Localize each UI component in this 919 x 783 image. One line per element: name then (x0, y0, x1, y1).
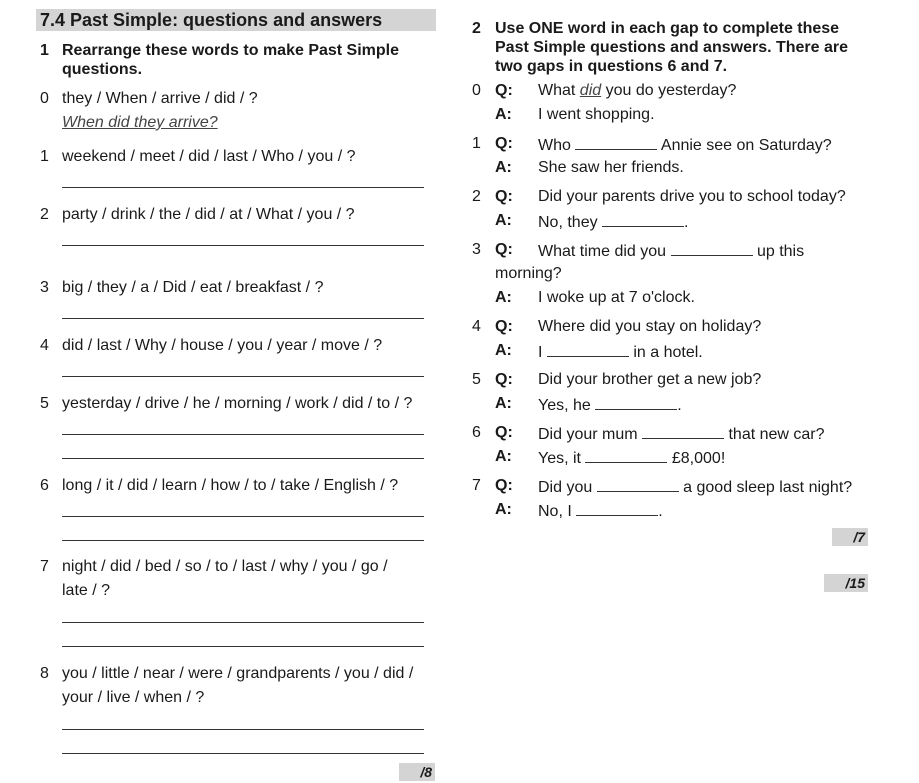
section1-instruction-line2: questions. (62, 61, 143, 78)
section1-number: 1 (40, 42, 49, 59)
answer-text: No, I . (538, 503, 663, 520)
title-bar (36, 9, 436, 31)
example-answer: When did they arrive? (62, 114, 218, 131)
q-number: 6 (472, 424, 481, 441)
q-number: 7 (472, 477, 481, 494)
gap-blank[interactable] (585, 448, 667, 463)
gap-blank[interactable] (671, 241, 753, 256)
q-label: Q: (495, 241, 513, 258)
gap-blank[interactable] (602, 212, 684, 227)
item-words: night / did / bed / so / to / last / why / you / go / (62, 558, 388, 575)
answer-line[interactable] (62, 516, 424, 517)
item-words-cont: late / ? (62, 582, 111, 599)
item-words: did / last / Why / house / you / year / move / ? (62, 337, 383, 354)
answer-text: I in a hotel. (538, 344, 703, 361)
q-label: Q: (495, 424, 513, 441)
section2-score: /7 (832, 528, 868, 546)
q-number: 4 (472, 318, 481, 335)
section2-instruction-line3: two gaps in questions 6 and 7. (495, 58, 728, 75)
page-title: 7.4 Past Simple: questions and answers (40, 10, 383, 30)
a-label: A: (495, 395, 512, 412)
gap-blank[interactable] (642, 424, 724, 439)
gap-blank[interactable] (547, 342, 629, 357)
item-number: 2 (40, 206, 49, 223)
section2-number: 2 (472, 20, 481, 37)
q-label: Q: (495, 135, 513, 152)
q-label: Q: (495, 318, 513, 335)
a-label: A: (495, 106, 512, 123)
q-label: Q: (495, 188, 513, 205)
answer-line[interactable] (62, 376, 424, 377)
a-label: A: (495, 159, 512, 176)
item-number: 1 (40, 148, 49, 165)
section2-instruction-line1: Use ONE word in each gap to complete these (495, 20, 840, 37)
total-score: /15 (824, 574, 868, 592)
answer-line[interactable] (62, 729, 424, 730)
answer-text: Yes, he . (538, 397, 682, 414)
gap-blank[interactable] (597, 477, 679, 492)
answer-line[interactable] (62, 318, 424, 319)
a-label: A: (495, 289, 512, 306)
item-number: 0 (40, 90, 49, 107)
section1-score: /8 (399, 763, 435, 781)
answer-line[interactable] (62, 458, 424, 459)
item-number: 7 (40, 558, 49, 575)
answer-text: She saw her friends. (538, 159, 684, 176)
q-number: 3 (472, 241, 481, 258)
item-number: 4 (40, 337, 49, 354)
question-text: Did your mum that new car? (538, 426, 825, 443)
question-text: Where did you stay on holiday? (538, 318, 762, 335)
answer-text: Yes, it £8,000! (538, 450, 726, 467)
item-words: big / they / a / Did / eat / breakfast / ? (62, 279, 324, 296)
a-label: A: (495, 501, 512, 518)
item-words: they / When / arrive / did / ? (62, 90, 258, 107)
q-number: 0 (472, 82, 481, 99)
answer-text: I went shopping. (538, 106, 655, 123)
section1-instruction-line1: Rearrange these words to make Past Simple (62, 42, 400, 59)
item-words: long / it / did / learn / how / to / take / English / ? (62, 477, 399, 494)
q-number: 5 (472, 371, 481, 388)
a-label: A: (495, 448, 512, 465)
item-number: 3 (40, 279, 49, 296)
a-label: A: (495, 212, 512, 229)
question-text: Who Annie see on Saturday? (538, 137, 832, 154)
item-number: 8 (40, 665, 49, 682)
gap-blank[interactable] (595, 395, 677, 410)
question-text: What did you do yesterday? (538, 82, 737, 99)
item-words-cont: your / live / when / ? (62, 689, 205, 706)
gap-blank[interactable] (576, 501, 658, 516)
answer-line[interactable] (62, 540, 424, 541)
q-number: 1 (472, 135, 481, 152)
example-word: did (579, 82, 602, 99)
answer-line[interactable] (62, 646, 424, 647)
q-label: Q: (495, 82, 513, 99)
gap-blank[interactable] (575, 135, 657, 150)
item-words: party / drink / the / did / at / What / you / ? (62, 206, 355, 223)
a-label: A: (495, 342, 512, 359)
answer-line[interactable] (62, 753, 424, 754)
answer-line[interactable] (62, 187, 424, 188)
item-number: 6 (40, 477, 49, 494)
q-label: Q: (495, 371, 513, 388)
question-text: Did you a good sleep last night? (538, 479, 853, 496)
section2-instruction-line2: Past Simple questions and answers. There are (495, 39, 849, 56)
question-text: Did your parents drive you to school today? (538, 188, 846, 205)
question-text: Did your brother get a new job? (538, 371, 762, 388)
item-words: yesterday / drive / he / morning / work / did / to / ? (62, 395, 413, 412)
item-number: 5 (40, 395, 49, 412)
answer-line[interactable] (62, 245, 424, 246)
answer-line[interactable] (62, 622, 424, 623)
q-number: 2 (472, 188, 481, 205)
q-label: Q: (495, 477, 513, 494)
answer-text: I woke up at 7 o'clock. (538, 289, 695, 306)
question-text-cont: morning? (495, 265, 562, 282)
question-text: What time did you up this (538, 243, 805, 260)
answer-line[interactable] (62, 434, 424, 435)
item-words: you / little / near / were / grandparents / you / did / (62, 665, 414, 682)
answer-text: No, they . (538, 214, 689, 231)
item-words: weekend / meet / did / last / Who / you / ? (62, 148, 356, 165)
